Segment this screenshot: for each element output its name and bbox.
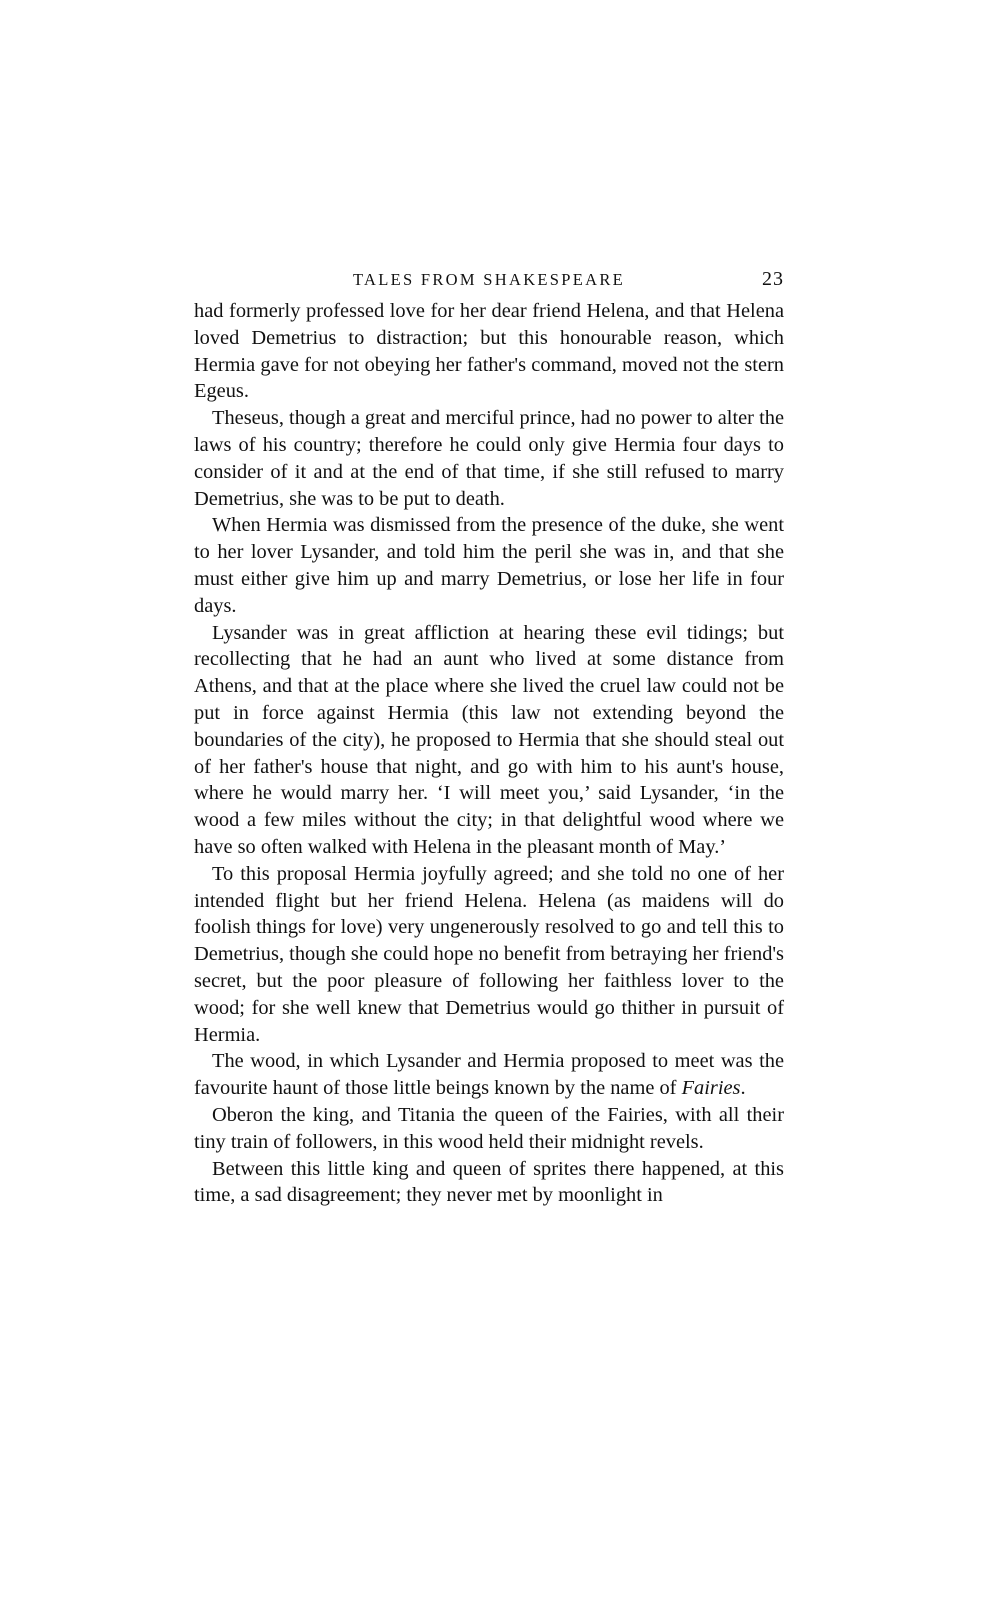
paragraph-tail: . (740, 1077, 746, 1100)
paragraph: When Hermia was dismissed from the presence of the duke, she went to her lover Lysander, and told him the peril she was in, and that she must either give him up and marry Demetrius, or lose her life in four days. (194, 514, 784, 617)
paragraph: Lysander was in great affliction at hearing these evil tidings; but recollecting that he had an aunt who lived at some distance from Athens, and that at the place where she lived the cruel law could not be put in force against Hermia (this law not extending beyond the boundaries of the city), he proposed to Hermia that she should steal out of her father's house that night, and go with him to his aunt's house, where he would marry her. ‘I will meet you,’ said Lysander, ‘in the wood a few miles without the city; in that delightful wood where we have so often walked with Helena in the pleasant month of May.’ (194, 621, 784, 858)
paragraph: Oberon the king, and Titania the queen of the Fairies, with all their tiny train of followers, in this wood held their midnight revels. (194, 1103, 784, 1153)
italic-term: Fairies (681, 1077, 741, 1100)
paragraph: To this proposal Hermia joyfully agreed; and she told no one of her intended flight but her friend Helena. Helena (as maidens will do foolish things for love) very ungenerously resolved to go and tell this to Demetrius, though she could hope no benefit from betraying her friend's secret, but the poor pleasure of following her faithless lover to the wood; for she well knew that Demetrius would go thither in pursuit of Hermia. (194, 862, 784, 1046)
paragraph: had formerly professed love for her dear friend Helena, and that Helena loved Demetrius to distraction; but this honourable reason, which Hermia gave for not obeying her father's command, moved not the stern Egeus. (194, 300, 784, 403)
page-number: 23 (762, 268, 784, 290)
paragraph: Between this little king and queen of sprites there happened, at this time, a sad disagreement; they never met by moonlight in (194, 1157, 784, 1207)
running-head-title: TALES FROM SHAKESPEARE (352, 270, 626, 289)
body-text (194, 298, 784, 1209)
paragraph: Theseus, though a great and merciful prince, had no power to alter the laws of his country; therefore he could only give Hermia four days to consider of it and at the end of that time, if she still refused to marry Demetrius, she was to be put to death. (194, 407, 784, 510)
running-head (194, 262, 784, 292)
book-page (194, 262, 784, 1209)
paragraph (194, 1048, 784, 1102)
paragraph-lead: The wood, in which Lysander and Hermia proposed to meet was the favourite haunt of those little beings known by the name of (194, 1050, 784, 1100)
